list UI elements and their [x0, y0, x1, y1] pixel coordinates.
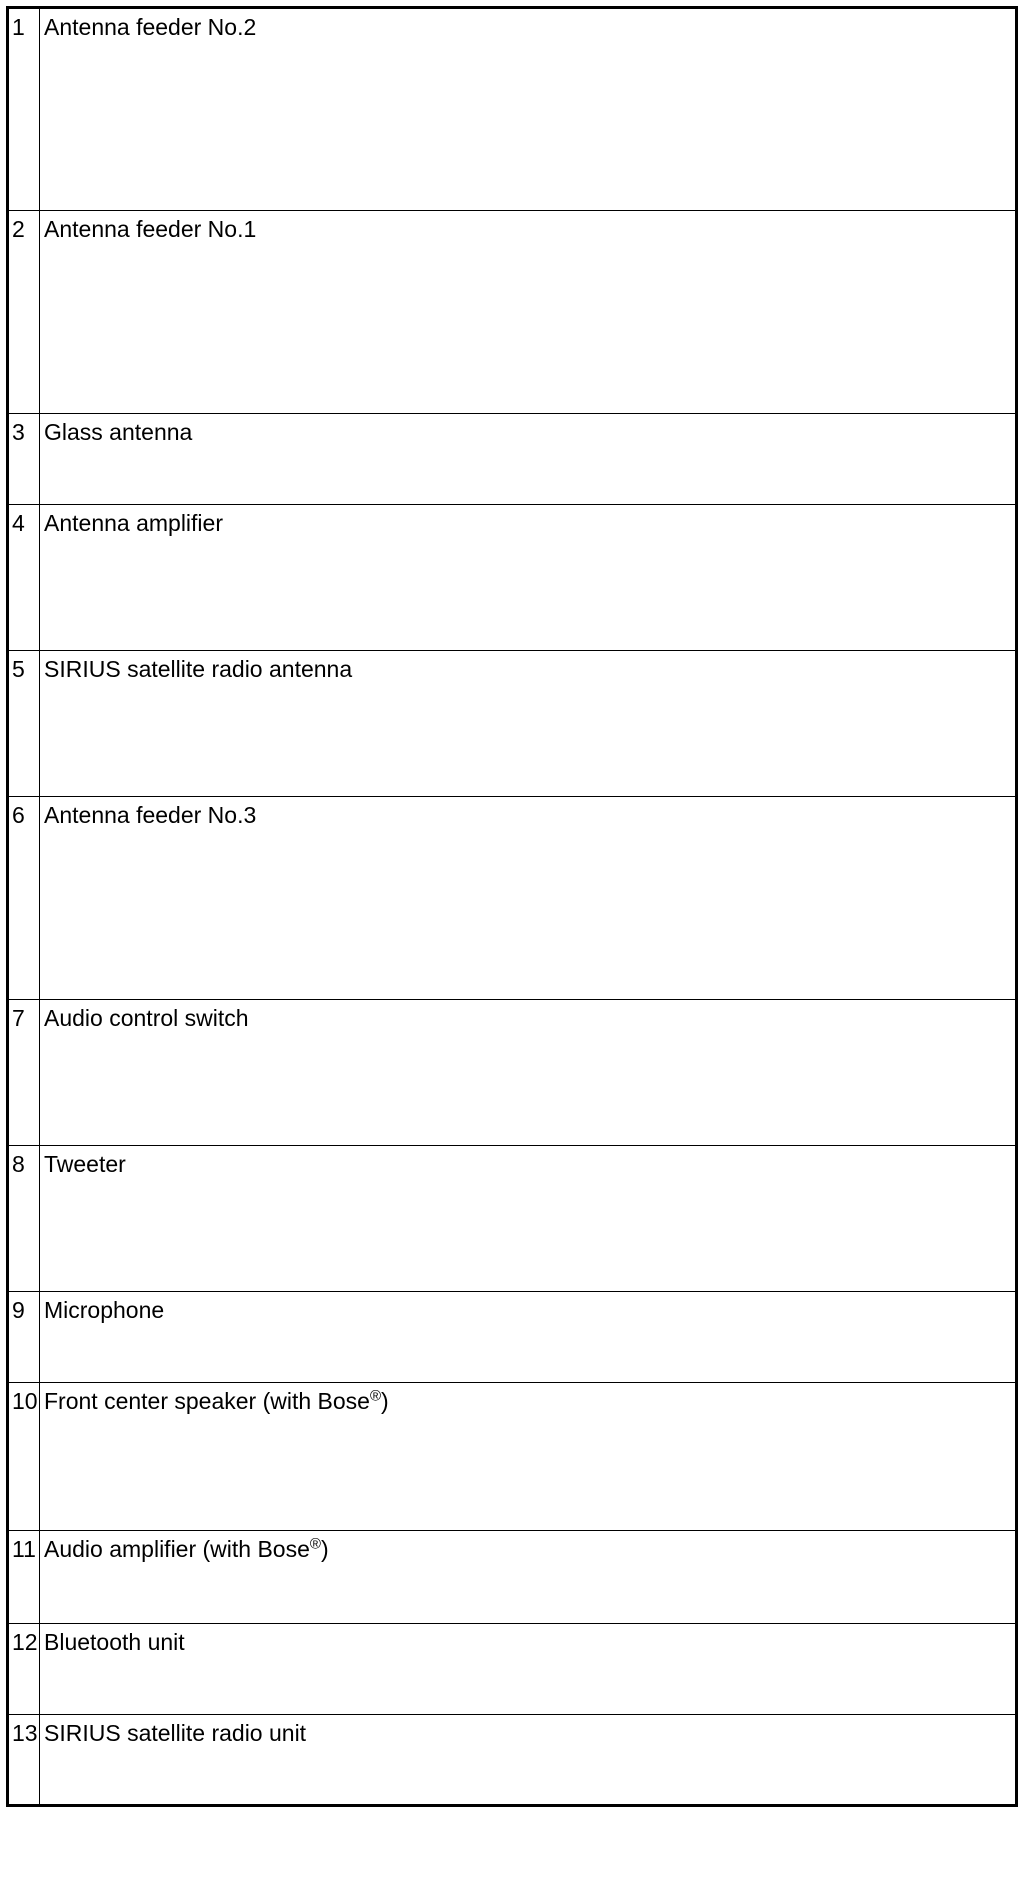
registered-mark: ® — [369, 1387, 382, 1405]
row-number: 11 — [8, 1531, 40, 1624]
part-name: Tweeter — [40, 1146, 1017, 1292]
table-row — [8, 414, 1017, 505]
row-number: 9 — [8, 1292, 40, 1383]
part-name: Antenna amplifier — [40, 505, 1017, 651]
table-row — [8, 797, 1017, 1000]
row-number: 10 — [8, 1383, 40, 1531]
part-name-suffix: ) — [381, 1388, 389, 1414]
part-name-suffix: ) — [320, 1536, 329, 1562]
parts-list-table — [6, 6, 1018, 1807]
table-row — [8, 505, 1017, 651]
row-number: 5 — [8, 651, 40, 797]
part-name — [40, 1383, 1017, 1531]
row-number: 8 — [8, 1146, 40, 1292]
row-number: 3 — [8, 414, 40, 505]
registered-mark: ® — [309, 1535, 321, 1553]
table-row — [8, 1000, 1017, 1146]
table-row — [8, 8, 1017, 211]
part-name: Audio control switch — [40, 1000, 1017, 1146]
table-row — [8, 1624, 1017, 1715]
row-number: 1 — [8, 8, 40, 211]
part-name: Antenna feeder No.1 — [40, 211, 1017, 414]
part-name-text: Front center speaker (with Bose — [44, 1388, 370, 1414]
row-number: 13 — [8, 1715, 40, 1806]
table-row — [8, 1292, 1017, 1383]
part-name: Antenna feeder No.2 — [40, 8, 1017, 211]
table-row — [8, 1146, 1017, 1292]
table-row — [8, 1715, 1017, 1806]
table-row — [8, 1531, 1017, 1624]
row-number: 7 — [8, 1000, 40, 1146]
row-number: 12 — [8, 1624, 40, 1715]
row-number: 4 — [8, 505, 40, 651]
part-name: Antenna feeder No.3 — [40, 797, 1017, 1000]
part-name: SIRIUS satellite radio antenna — [40, 651, 1017, 797]
part-name: Bluetooth unit — [40, 1624, 1017, 1715]
row-number: 6 — [8, 797, 40, 1000]
table-row — [8, 211, 1017, 414]
part-name: Microphone — [40, 1292, 1017, 1383]
table-row — [8, 651, 1017, 797]
part-name: Glass antenna — [40, 414, 1017, 505]
row-number: 2 — [8, 211, 40, 414]
part-name — [40, 1531, 1017, 1624]
part-name: SIRIUS satellite radio unit — [40, 1715, 1017, 1806]
part-name-text: Audio amplifier (with Bose — [44, 1536, 310, 1562]
table-row — [8, 1383, 1017, 1531]
